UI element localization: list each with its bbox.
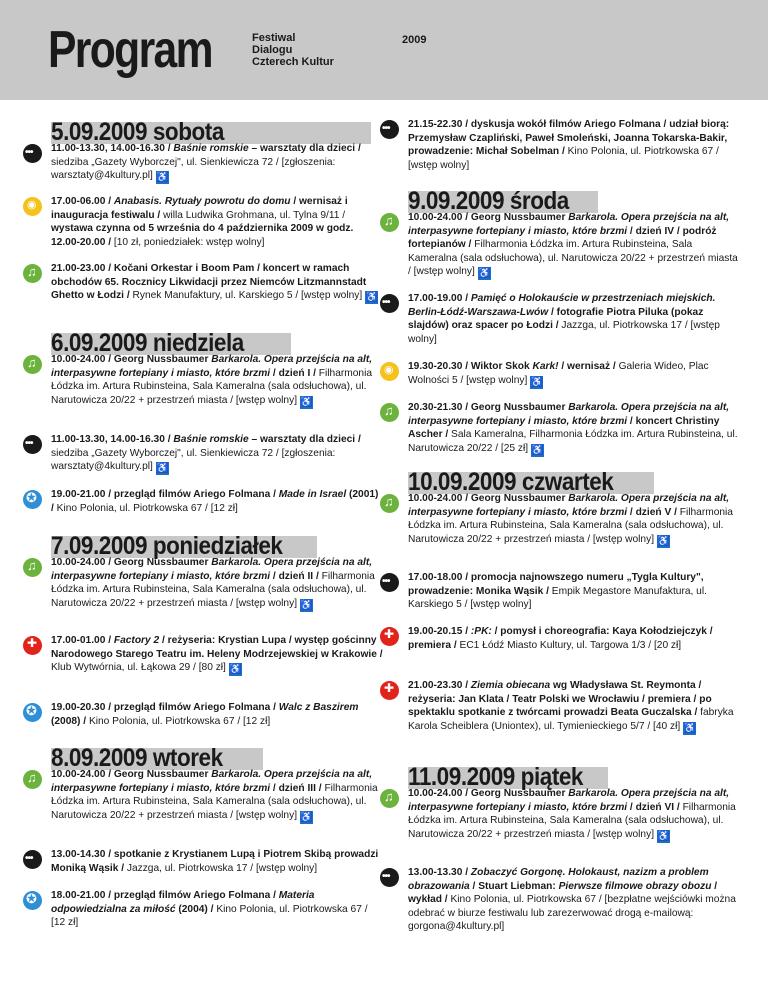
- event-item: ••• 21.15-22.30 / dyskusja wokół filmów Ariego Folmana / udział biorą: Przemysław Czapliński, Paweł Smoleński, Joanna Tokarska-Bakir, prowadzenie: Michał Sobelman / Kino Polonia, ul. Piotrkowska 67 / [wstęp wolny]: [408, 118, 740, 172]
- music-icon: [380, 789, 399, 808]
- event-item: ✪ 18.00-21.00 / przegląd filmów Ariego Folmana / Materia odpowiedzialna za miłość (2004) / Kino Polonia, ul. Piotrkowska 67 / [12 zł]: [51, 889, 383, 930]
- day-heading: 8.09.2009 wtorek: [51, 748, 263, 770]
- event-item: ♫ 21.00-23.00 / Kočani Orkestar i Boom Pam / koncert w ramach obchodów 65. Rocznicy Likwidacji przez Niemców Litzmannstadt Ghetto w Łodzi / Rynek Manufaktury, ul. Karskiego 5 / [wstęp wolny] ♿: [51, 262, 383, 304]
- event-item: ✪ 19.00-21.00 / przegląd filmów Ariego Folmana / Made in Israel (2001) / Kino Polonia, ul. Piotrkowska 67 / [12 zł]: [51, 488, 383, 515]
- event-item: ♫ 20.30-21.30 / Georg Nussbaumer Barkarola. Opera przejścia na alt, interpasywne fortepiany i miasto, które brzmi / koncert Christiny Ascher / Sala Kameralna, Filharmonia Łódzka im. Artura Rubinsteina, ul. Narutowicza 20/22 / [25 zł] ♿: [408, 401, 740, 457]
- talk-icon: [380, 294, 399, 313]
- event-item: ••• 17.00-19.00 / Pamięć o Holokauście w przestrzeniach miejskich. Berlin-Łódź-Warszawa-Lwów / fotografie Piotra Piluka (pokaz slajdów) oraz spacer po Łodzi / Jazzga, ul. Piotrkowska 17 / [wstęp wolny]: [408, 292, 740, 346]
- wheelchair-icon: ♿: [156, 172, 169, 183]
- wheelchair-icon: ♿: [657, 830, 670, 842]
- day-heading: 5.09.2009 sobota: [51, 122, 371, 144]
- music-icon: [23, 264, 42, 283]
- wheelchair-icon: ♿: [300, 396, 313, 408]
- wheelchair-icon: ♿: [530, 376, 543, 388]
- wheelchair-icon: ♿: [300, 811, 313, 823]
- theatre-icon: [380, 627, 399, 646]
- header-band: [0, 0, 768, 100]
- wheelchair-icon: ♿: [478, 268, 491, 279]
- event-item: ♫ 10.00-24.00 / Georg Nussbaumer Barkarola. Opera przejścia na alt, interpasywne fortepiany i miasto, które brzmi / dzień IV / podróż fortepianów / Filharmonia Łódzka im. Artura Rubinsteina, Sala Kameralna (sala odsłuchowa), ul. Narutowicza 20/22 + przestrzeń miasta / [wstęp wolny] ♿: [408, 211, 740, 280]
- talk-icon: [23, 850, 42, 869]
- wheelchair-icon: ♿: [300, 599, 313, 611]
- festival-name: Festiwal Dialogu Czterech Kultur: [252, 32, 334, 68]
- music-icon: [380, 403, 399, 422]
- wheelchair-icon: ♿: [156, 463, 169, 474]
- day-heading: 6.09.2009 niedziela: [51, 333, 291, 355]
- event-item: ••• 13.00-13.30 / Zobaczyć Gorgonę. Holokaust, nazizm a problem obrazowania / Stuart Liebman: Pierwsze filmowe obrazy obozu / wykład / Kino Polonia, ul. Piotrkowska 67 / [bezpłatne wejściówki można odebrać w biurze festiwalu lub zarezerwować drogą e-mailową: gorgona@4kultury.pl]: [408, 866, 740, 934]
- wheelchair-icon: ♿: [229, 664, 242, 675]
- event-item: ♫ 10.00-24.00 / Georg Nussbaumer Barkarola. Opera przejścia na alt, interpasywne fortepiany i miasto, które brzmi / dzień II / Filharmonia Łódzka im. Artura Rubinsteina, Sala Kameralna (sala odsłuchowa), ul. Narutowicza 20/22 + przestrzeń miasta / [wstęp wolny] ♿: [51, 556, 383, 612]
- event-item: ••• 11.00-13.30, 14.00-16.30 / Baśnie romskie – warsztaty dla dzieci / siedziba „Gazety Wyborczej", ul. Sienkiewicza 72 / [zgłoszenia: warsztaty@4kultury.pl] ♿: [51, 433, 383, 475]
- talk-icon: [380, 573, 399, 592]
- event-item: ♫ 10.00-24.00 / Georg Nussbaumer Barkarola. Opera przejścia na alt, interpasywne fortepiany i miasto, które brzmi / dzień V / Filharmonia Łódzka im. Artura Rubinsteina, Sala Kameralna (sala odsłuchowa), ul. Narutowicza 20/22 + przestrzeń miasta / [wstęp wolny] ♿: [408, 492, 740, 548]
- music-icon: [380, 494, 399, 513]
- day-heading: 9.09.2009 środa: [408, 191, 598, 213]
- talk-icon: [23, 144, 42, 163]
- film-icon: [23, 891, 42, 910]
- event-item: ✚ 21.00-23.30 / Ziemia obiecana wg Władysława St. Reymonta / reżyseria: Jan Klata / Teatr Polski we Wrocławiu / premiera / po spektaklu spotkanie z twórcami prowadzi Beata Guczalska / fabryka Karola Scheiblera (Uniontex), ul. Tymienieckiego 5/7 / [40 zł] ♿: [408, 679, 740, 735]
- day-heading: 10.09.2009 czwartek: [408, 472, 654, 494]
- theatre-icon: [380, 681, 399, 700]
- wheelchair-icon: ♿: [657, 535, 670, 547]
- day-heading: 11.09.2009 piątek: [408, 767, 608, 789]
- year-label: 2009: [402, 34, 427, 46]
- event-item: ••• 11.00-13.30, 14.00-16.30 / Baśnie romskie – warsztaty dla dzieci / siedziba „Gazety Wyborczej", ul. Sienkiewicza 72 / [zgłoszenia: warsztaty@4kultury.pl] ♿: [51, 142, 383, 184]
- wheelchair-icon: ♿: [531, 444, 544, 456]
- event-item: ♫ 10.00-24.00 / Georg Nussbaumer Barkarola. Opera przejścia na alt, interpasywne fortepiany i miasto, które brzmi / dzień I / Filharmonia Łódzka im. Artura Rubinsteina, Sala Kameralna (sala odsłuchowa), ul. Narutowicza 20/22 + przestrzeń miasta / [wstęp wolny] ♿: [51, 353, 383, 409]
- talk-icon: [380, 120, 399, 139]
- talk-icon: [23, 435, 42, 454]
- page-title: Program: [48, 21, 212, 79]
- event-item: ♫ 10.00-24.00 / Georg Nussbaumer Barkarola. Opera przejścia na alt, interpasywne fortepiany i miasto, które brzmi / dzień VI / Filharmonia Łódzka im. Artura Rubinsteina, Sala Kameralna (sala odsłuchowa), ul. Narutowicza 20/22 + przestrzeń miasta / [wstęp wolny] ♿: [408, 787, 740, 843]
- event-item: ◉ 17.00-06.00 / Anabasis. Rytuały powrotu do domu / wernisaż i inauguracja festiwalu / willa Ludwika Grohmana, ul. Tylna 9/11 / wystawa czynna od 5 września do 4 października 2009 w godz. 12.00-20.00 / [10 zł, poniedziałek: wstęp wolny]: [51, 195, 383, 249]
- event-item: ••• 17.00-18.00 / promocja najnowszego numeru „Tygla Kultury", prowadzenie: Monika Wąsik / Empik Megastore Manufaktura, ul. Karskiego 5 / [wstęp wolny]: [408, 571, 740, 612]
- day-heading: 7.09.2009 poniedziałek: [51, 536, 317, 558]
- music-icon: [23, 558, 42, 577]
- event-item: ✚ 19.00-20.15 / :PK: / pomysł i choreografia: Kaya Kołodziejczyk / premiera / EC1 Łódź Miasto Kultury, ul. Targowa 1/3 / [20 zł]: [408, 625, 740, 652]
- film-icon: [23, 703, 42, 722]
- music-icon: [23, 770, 42, 789]
- event-item: ✚ 17.00-01.00 / Factory 2 / reżyseria: Krystian Lupa / występ gościnny Narodowego Starego Teatru im. Heleny Modrzejewskiej w Krakowie / Klub Wytwórnia, ul. Łąkowa 29 / [80 zł] ♿: [51, 634, 383, 676]
- theatre-icon: [23, 636, 42, 655]
- event-item: ✪ 19.00-20.30 / przegląd filmów Ariego Folmana / Walc z Baszirem (2008) / Kino Polonia, ul. Piotrkowska 67 / [12 zł]: [51, 701, 383, 728]
- event-item: ◉ 19.30-20.30 / Wiktor Skok Kark! / wernisaż / Galeria Wideo, Plac Wolności 5 / [wstęp wolny] ♿: [408, 360, 740, 389]
- wheelchair-icon: ♿: [683, 722, 696, 734]
- film-icon: [23, 490, 42, 509]
- music-icon: [380, 213, 399, 232]
- eye-icon: [23, 197, 42, 216]
- wheelchair-icon: ♿: [365, 292, 378, 303]
- talk-icon: [380, 868, 399, 887]
- event-item: ♫ 10.00-24.00 / Georg Nussbaumer Barkarola. Opera przejścia na alt, interpasywne fortepiany i miasto, które brzmi / dzień III / Filharmonia Łódzka im. Artura Rubinsteina, Sala Kameralna (sala odsłuchowa), ul. Narutowicza 20/22 + przestrzeń miasta / [wstęp wolny] ♿: [51, 768, 383, 824]
- event-item: ••• 13.00-14.30 / spotkanie z Krystianem Lupą i Piotrem Skibą prowadzi Moniką Wąsik / Jazzga, ul. Piotrkowska 17 / [wstęp wolny]: [51, 848, 383, 875]
- eye-icon: [380, 362, 399, 381]
- music-icon: [23, 355, 42, 374]
